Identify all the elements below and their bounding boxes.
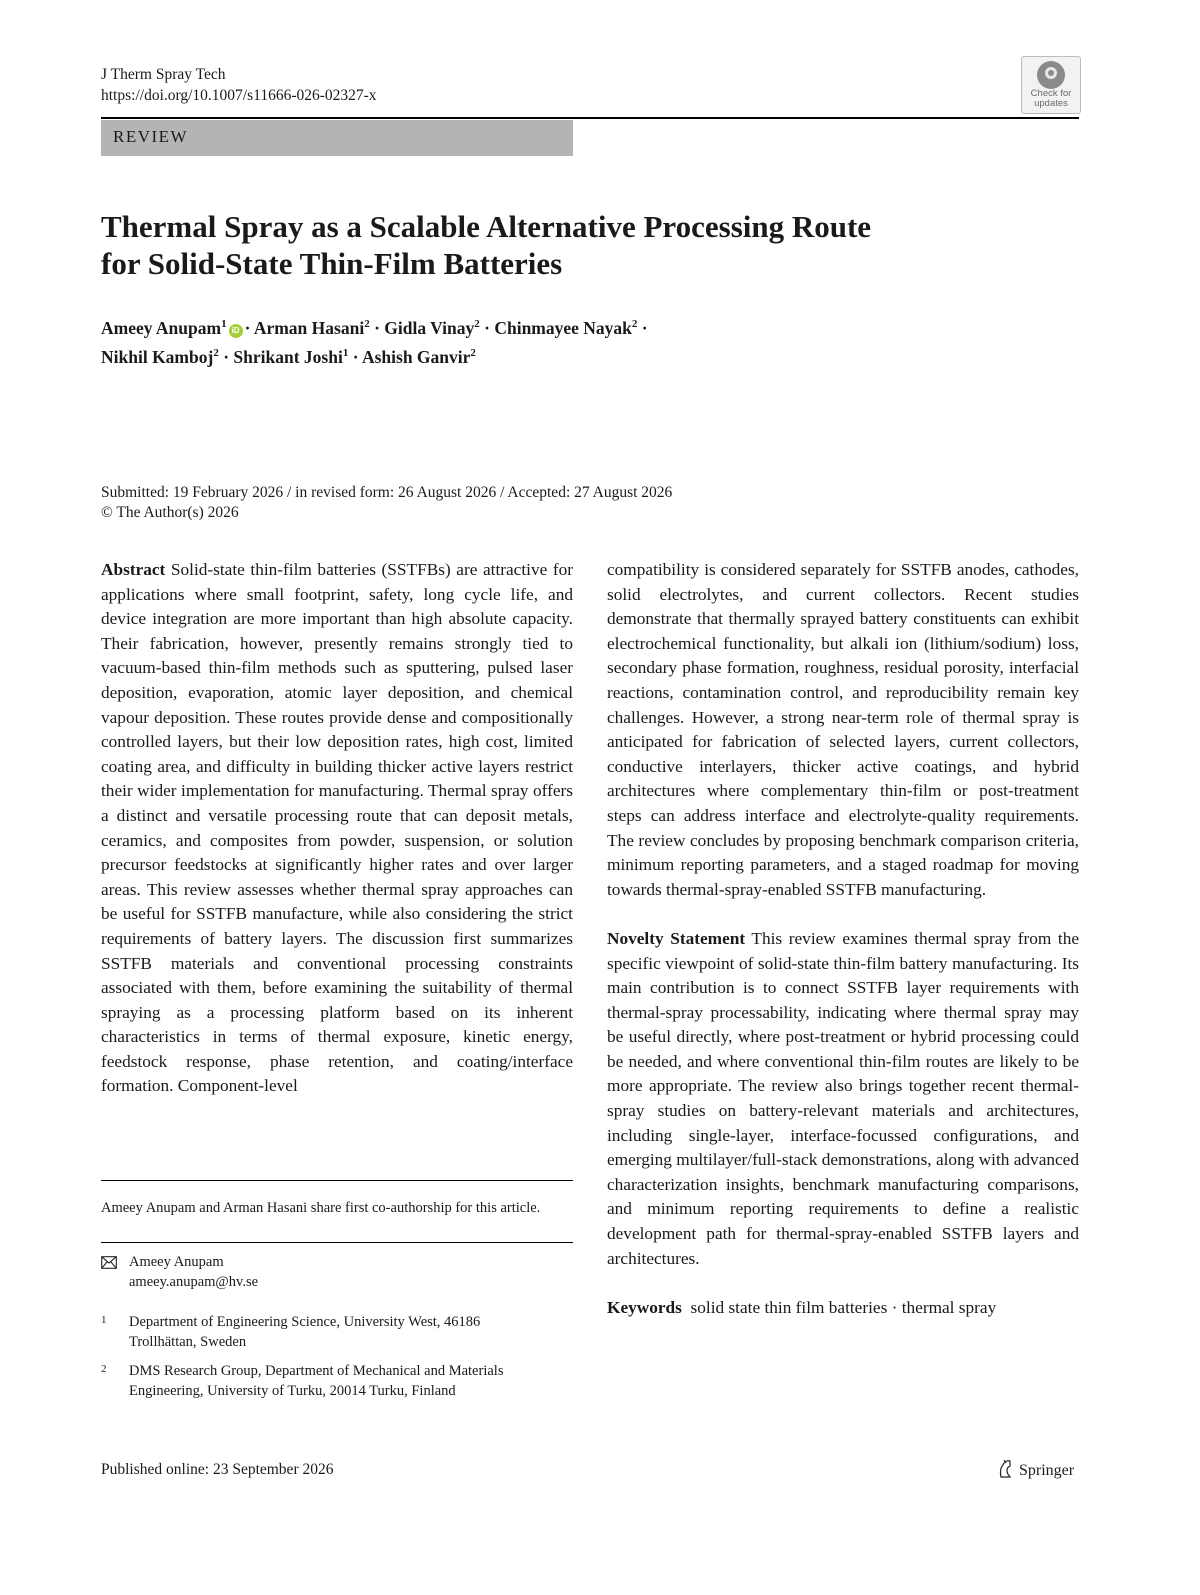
article-title [101, 208, 1001, 282]
copyright: © The Author(s) 2026 [101, 504, 239, 521]
footnote-rule [101, 1180, 573, 1181]
corresponding-name: Ameey Anupam [129, 1254, 224, 1270]
author-affiliation-mark: 2 [213, 346, 219, 359]
author-affiliation-mark: 1 [342, 346, 349, 359]
author-name[interactable]: Ameey Anupam [101, 317, 222, 338]
co-authorship-note: Ameey Anupam and Arman Hasani share first co-authorship for this article. [101, 1200, 541, 1216]
author-name[interactable]: Nikhil Kamboj [101, 346, 214, 367]
section-label: REVIEW [113, 127, 189, 146]
author-affiliation-mark: 2 [470, 346, 476, 359]
author-affiliation-mark: 2 [364, 318, 370, 330]
novelty-text: This review examines thermal spray from the specific viewpoint of solid-state thin-film battery manufacturing. Its main contribution is to connect SSTFB layer requirements with thermal-spray processability, indicating where thermal spray may be useful directly, where post-treatment or hybrid processing could be needed, and where conventional thin-film routes are likely to be more appropriate. The review also brings together recent thermal-spray studies on battery-relevant materials and architectures, including single-layer, interface-focussed configurations, and emerging multilayer/full-stack demonstrations, along with advanced characterization insights, benchmark manufacturing comparisons, and minimum reporting requirements to define a realistic development path for thermal-spray-enabled SSTFB layers and architectures. [607, 928, 1080, 1268]
author-affiliation-mark: 2 [631, 318, 638, 330]
keywords-heading: Keywords [607, 1297, 682, 1317]
author-name[interactable]: Ashish Ganvir [361, 346, 471, 367]
history-dates: Submitted: 19 February 2026 / in revised form: 26 August 2026 / Accepted: 27 August 2026 [101, 484, 673, 501]
author-affiliation-mark: 2 [474, 318, 480, 330]
publisher-logo[interactable] [997, 1459, 1074, 1480]
check-for-updates-badge[interactable] [1021, 56, 1081, 114]
author-list: Ameey Anupam$^1$iD · Arman Hasani$^2$ · Gidla Vinay$^2$ · Chinmayee Nayak$^2$ · Nikhil Kamboj$^2$ · Shrikant Joshi$^1$ · Ashish Ganvir$^2$ [101, 317, 648, 367]
journal-header [101, 64, 377, 106]
author-name[interactable]: Gidla Vinay [384, 317, 475, 338]
author-affiliation-mark: 1 [221, 318, 227, 330]
abstract-text-left: Solid-state thin-film batteries (SSTFBs) are attractive for applications where small footprint, safety, long cycle life, and device integration are more important than high absolute capacity. Their fabrication, however, presently remains strongly tied to vacuum-based thin-film methods such as sputtering, pulsed laser deposition, evaporation, atomic layer deposition, and chemical vapour deposition. These routes provide dense and compositionally controlled layers, but their low deposition rates, high cost, limited coating area, and difficulty in building thicker active layers restrict their wider implementation for manufacturing. Thermal spray offers a distinct and versatile processing route that can deposit metals, ceramics, and composites from powder, suspension, or solution precursor feedstocks at significantly higher rates and over larger areas. This review assesses whether thermal spray approaches can be useful for SSTFB manufacture, while also considering the strict requirements of battery layers. The discussion first summarizes SSTFB materials and conventional processing constraints associated with them, before examining the suitability of thermal spraying as a processing platform based on its inherent characteristics in terms of thermal exposure, kinetic energy, feedstock response, phase retention, and coating/interface formation. Component-level [101, 560, 573, 1096]
affiliation-number: 1 [101, 1314, 107, 1326]
abstract-paragraph [101, 558, 573, 1099]
springer-horse-icon [997, 1459, 1015, 1479]
author-name[interactable]: Arman Hasani [253, 317, 365, 338]
journal-name: J Therm Spray Tech [101, 66, 226, 83]
affiliation-text: DMS Research Group, Department of Mechanical and Materials Engineering, University of Turku, 20014 Turku, Finland [129, 1363, 504, 1399]
article-dates [101, 483, 861, 523]
envelope-icon [101, 1256, 117, 1269]
keywords-text: solid state thin film batteries · thermal spray [690, 1297, 997, 1317]
section-band [101, 120, 573, 156]
publisher-name: Springer [1019, 1462, 1075, 1479]
abstract-continuation: compatibility is considered separately for SSTFB anodes, cathodes, solid electrolytes, and current collectors. Recent studies demonstrate that thermally sprayed battery constituents can exhibit electrochemical functionality, but alkali ion (lithium/sodium) loss, secondary phase formation, roughness, residual porosity, interfacial reactions, contamination control, and reproducibility remain key challenges. However, a strong near-term role of thermal spray is anticipated for fabrication of selected layers, current collectors, conductive interlayers, thicker active coatings, and hybrid architectures where complementary thin-film or post-treatment steps can address interface and electrolyte-quality requirements. The review concludes by proposing benchmark comparison criteria, minimum reporting parameters, and a staged roadmap for moving towards thermal-spray-enabled SSTFB manufacturing. [607, 560, 1079, 899]
right-column [607, 558, 1079, 1320]
affiliation-number: 2 [101, 1363, 107, 1375]
check-updates-line1: Check for [1030, 88, 1072, 99]
published-online: Published online: 23 September 2026 [101, 1461, 334, 1478]
author-name[interactable]: Chinmayee Nayak [494, 317, 632, 338]
check-updates-line2: updates [1034, 98, 1068, 109]
left-column [101, 558, 573, 1099]
novelty-heading: Novelty Statement [607, 928, 746, 948]
check-for-updates-icon [1037, 61, 1065, 89]
orcid-icon[interactable]: iD [229, 324, 243, 338]
keywords-paragraph [607, 1296, 1079, 1321]
footnote-rule [101, 1242, 573, 1243]
title-line-2: for Solid-State Thin-Film Batteries [101, 246, 563, 281]
abstract-heading: Abstract [101, 560, 166, 579]
corresponding-email[interactable]: ameey.anupam@hv.se [129, 1274, 259, 1290]
title-line-1: Thermal Spray as a Scalable Alternative Processing Route [101, 209, 872, 244]
header-rule [101, 117, 1079, 119]
author-name[interactable]: Shrikant Joshi [233, 346, 343, 367]
novelty-paragraph [607, 927, 1079, 1271]
doi-link[interactable]: https://doi.org/10.1007/s11666-026-02327-x [101, 87, 377, 104]
affiliation-text: Department of Engineering Science, University West, 46186 Trollhättan, Sweden [129, 1314, 481, 1350]
